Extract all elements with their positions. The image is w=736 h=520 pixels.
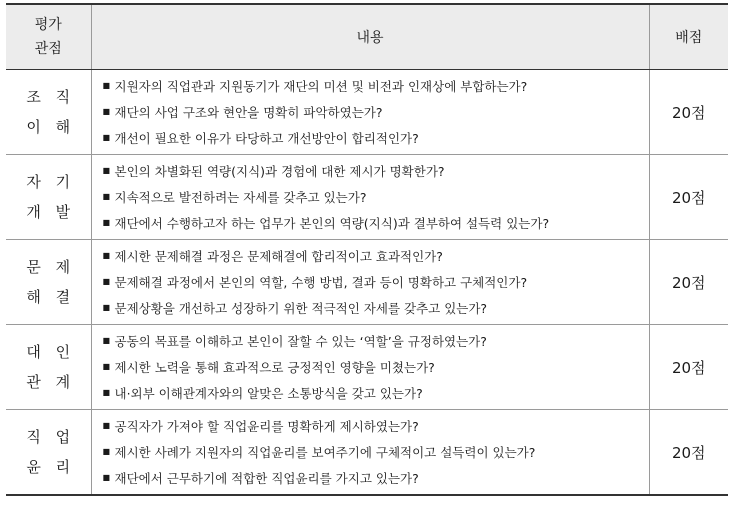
bullet-icon: ■ xyxy=(102,388,111,397)
criteria-list xyxy=(91,240,649,325)
bullet-icon: ■ xyxy=(102,166,111,175)
table-row xyxy=(6,325,728,410)
bullet-icon: ■ xyxy=(102,107,111,116)
criteria-list xyxy=(91,325,649,410)
bullet-icon: ■ xyxy=(102,277,111,286)
list-item: ■ 재단에서 수행하고자 하는 업무가 본인의 역량(지식)과 결부하여 설득력 있는가? xyxy=(102,216,550,231)
evaluation-view-cell: 대 인 관 계 xyxy=(6,325,91,410)
table-row xyxy=(6,240,728,325)
list-item: ■ 재단의 사업 구조와 현안을 명확히 파악하였는가? xyxy=(102,105,383,120)
header-content: 내용 xyxy=(91,4,649,70)
list-item: ■ 문제상황을 개선하고 성장하기 위한 적극적인 자세를 갖추고 있는가? xyxy=(102,301,488,316)
list-item: ■ 지속적으로 발전하려는 자세를 갖추고 있는가? xyxy=(102,190,367,205)
criteria-list xyxy=(91,155,649,240)
list-item: ■ 제시한 사례가 지원자의 직업윤리를 보여주기에 구체적이고 설득력이 있는가? xyxy=(102,445,536,460)
evaluation-criteria-table xyxy=(6,3,728,496)
list-item: ■ 문제해결 과정에서 본인의 역할, 수행 방법, 결과 등이 명확하고 구체적인가? xyxy=(102,275,528,290)
header-evaluation-view: 평가 관점 xyxy=(6,4,91,70)
table-row xyxy=(6,155,728,240)
bullet-icon: ■ xyxy=(102,81,111,90)
evaluation-view-cell: 조 직 이 해 xyxy=(6,70,91,155)
bullet-icon: ■ xyxy=(102,421,111,430)
evaluation-table-container xyxy=(6,3,728,496)
list-item: ■ 지원자의 직업관과 지원동기가 재단의 미션 및 비전과 인재상에 부합하는가? xyxy=(102,79,528,94)
list-item: ■ 제시한 문제해결 과정은 문제해결에 합리적이고 효과적인가? xyxy=(102,249,443,264)
points-cell: 20점 xyxy=(649,240,728,325)
points-cell: 20점 xyxy=(649,155,728,240)
bullet-icon: ■ xyxy=(102,218,111,227)
list-item: ■ 개선이 필요한 이유가 타당하고 개선방안이 합리적인가? xyxy=(102,131,419,146)
criteria-list xyxy=(91,70,649,155)
list-item: ■ 본인의 차별화된 역량(지식)과 경험에 대한 제시가 명확한가? xyxy=(102,164,445,179)
bullet-icon: ■ xyxy=(102,447,111,456)
evaluation-view-cell: 직 업 윤 리 xyxy=(6,410,91,496)
table-body xyxy=(6,70,728,496)
list-item: ■ 내·외부 이해관계자와의 알맞은 소통방식을 갖고 있는가? xyxy=(102,386,423,401)
list-item: ■ 공동의 목표를 이해하고 본인이 잘할 수 있는 ‘역할’을 규정하였는가? xyxy=(102,334,487,349)
evaluation-view-cell: 자 기 개 발 xyxy=(6,155,91,240)
table-header-row xyxy=(6,4,728,70)
bullet-icon: ■ xyxy=(102,251,111,260)
bullet-icon: ■ xyxy=(102,473,111,482)
list-item: ■ 공직자가 가져야 할 직업윤리를 명확하게 제시하였는가? xyxy=(102,419,419,434)
evaluation-view-cell: 문 제 해 결 xyxy=(6,240,91,325)
table-row xyxy=(6,70,728,155)
points-cell: 20점 xyxy=(649,70,728,155)
header-points: 배점 xyxy=(649,4,728,70)
bullet-icon: ■ xyxy=(102,192,111,201)
points-cell: 20점 xyxy=(649,325,728,410)
criteria-list xyxy=(91,410,649,496)
list-item: ■ 재단에서 근무하기에 적합한 직업윤리를 가지고 있는가? xyxy=(102,471,419,486)
bullet-icon: ■ xyxy=(102,336,111,345)
bullet-icon: ■ xyxy=(102,133,111,142)
bullet-icon: ■ xyxy=(102,362,111,371)
points-cell: 20점 xyxy=(649,410,728,496)
list-item: ■ 제시한 노력을 통해 효과적으로 긍정적인 영향을 미쳤는가? xyxy=(102,360,435,375)
bullet-icon: ■ xyxy=(102,303,111,312)
table-row xyxy=(6,410,728,496)
